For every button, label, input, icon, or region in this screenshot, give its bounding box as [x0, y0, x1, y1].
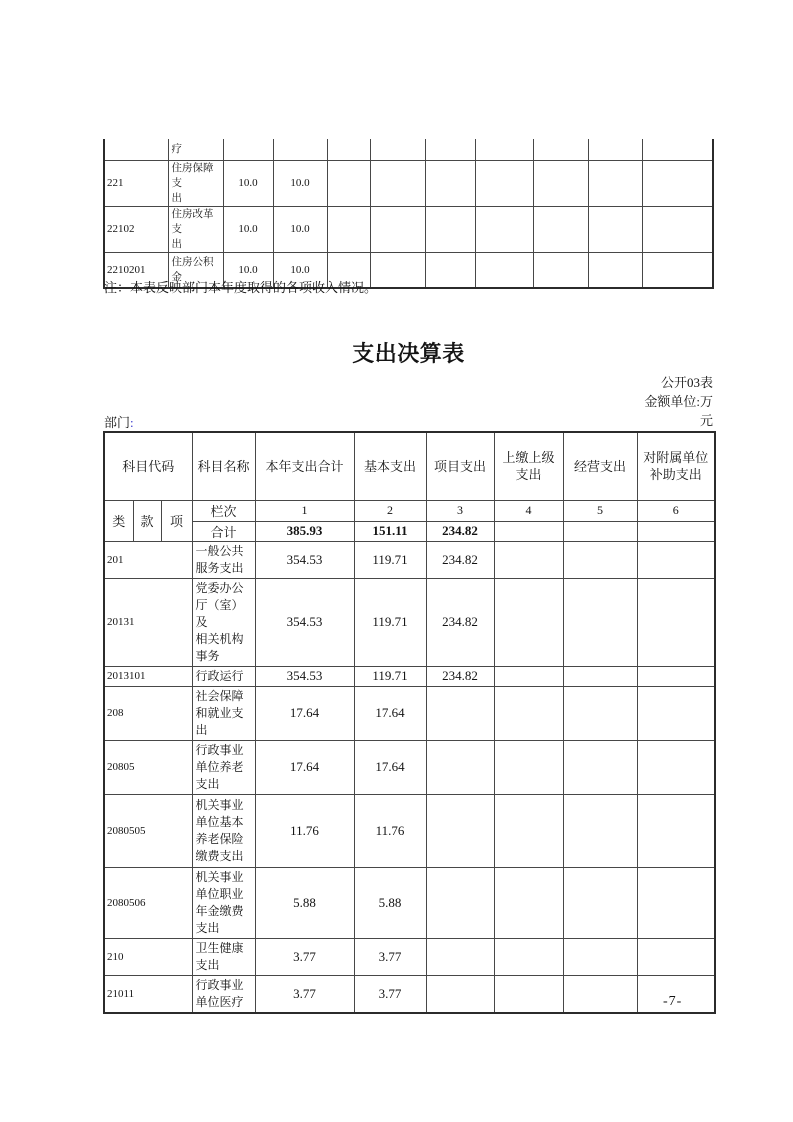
total-value: 385.93 — [255, 521, 354, 541]
subheader-xiang: 项 — [161, 500, 192, 541]
value-cell — [563, 686, 637, 740]
value-cell — [426, 975, 494, 1013]
value-cell — [637, 740, 715, 794]
subject-code-cell: 2080506 — [104, 867, 192, 938]
total-value — [494, 521, 563, 541]
column-index: 1 — [255, 500, 354, 521]
header-row — [104, 432, 715, 500]
column-index-row — [104, 500, 715, 521]
value-cell: 3.77 — [354, 975, 426, 1013]
total-value: 151.11 — [354, 521, 426, 541]
value-cell: 119.71 — [354, 578, 426, 666]
empty-cell — [425, 160, 475, 206]
value-cell — [563, 938, 637, 975]
empty-cell — [370, 252, 425, 288]
value-cell: 10.0 — [273, 160, 327, 206]
value-cell: 10.0 — [223, 160, 273, 206]
subject-name-cell: 住房改革支 出 — [168, 206, 223, 252]
value-cell — [494, 938, 563, 975]
table-row — [104, 541, 715, 578]
value-cell: 17.64 — [255, 740, 354, 794]
value-cell: 3.77 — [255, 975, 354, 1013]
value-cell: 354.53 — [255, 541, 354, 578]
income-table-note: 注：本表反映部门本年度取得的各项收入情况。 — [104, 280, 378, 295]
value-cell: 234.82 — [426, 666, 494, 686]
value-cell — [637, 938, 715, 975]
value-cell — [637, 578, 715, 666]
value-cell: 5.88 — [354, 867, 426, 938]
subject-name-cell: 行政事业 单位养老 支出 — [192, 740, 255, 794]
total-row — [104, 521, 715, 541]
column-index: 2 — [354, 500, 426, 521]
table-row — [104, 867, 715, 938]
empty-cell — [533, 160, 588, 206]
value-cell — [426, 686, 494, 740]
empty-cell — [533, 252, 588, 288]
value-cell — [426, 867, 494, 938]
value-cell: 17.64 — [354, 740, 426, 794]
value-cell — [563, 666, 637, 686]
subject-name-cell: 一般公共 服务支出 — [192, 541, 255, 578]
value-cell: 17.64 — [255, 686, 354, 740]
value-cell: 3.77 — [255, 938, 354, 975]
empty-cell — [533, 206, 588, 252]
empty-cell — [642, 252, 713, 288]
empty-cell — [327, 206, 370, 252]
subject-code-cell — [104, 139, 168, 160]
subject-code-cell: 2013101 — [104, 666, 192, 686]
total-label: 合计 — [192, 521, 255, 541]
expenditure-table — [103, 431, 716, 1014]
empty-cell — [327, 160, 370, 206]
empty-cell — [425, 206, 475, 252]
expenditure-table-body — [104, 541, 715, 1013]
subject-code-cell: 2210201 — [104, 252, 168, 288]
value-cell: 5.88 — [255, 867, 354, 938]
header-basic-expenditure: 基本支出 — [354, 432, 426, 500]
value-cell — [563, 867, 637, 938]
department-colon: : — [130, 415, 134, 430]
amount-unit-line2: 元 — [699, 413, 713, 428]
column-index: 6 — [637, 500, 715, 521]
header-total-expenditure: 本年支出合计 — [255, 432, 354, 500]
value-cell — [494, 740, 563, 794]
subject-name-cell: 卫生健康 支出 — [192, 938, 255, 975]
value-cell — [637, 666, 715, 686]
subject-name-cell: 住房公积 金 — [168, 252, 223, 288]
value-cell: 119.71 — [354, 541, 426, 578]
page-title: 支出决算表 — [352, 341, 465, 366]
value-cell — [563, 740, 637, 794]
table-row — [104, 578, 715, 666]
total-value — [637, 521, 715, 541]
value-cell: 11.76 — [255, 794, 354, 867]
subject-name-cell: 行政运行 — [192, 666, 255, 686]
subject-name-cell: 党委办公 厅（室）及 相关机构 事务 — [192, 578, 255, 666]
column-index: 4 — [494, 500, 563, 521]
income-table-body — [104, 139, 713, 288]
value-cell — [637, 794, 715, 867]
value-cell: 11.76 — [354, 794, 426, 867]
column-index: 3 — [426, 500, 494, 521]
value-cell: 10.0 — [273, 252, 327, 288]
value-cell — [426, 938, 494, 975]
page-number: -7- — [663, 994, 683, 1009]
table-row — [104, 206, 713, 252]
table-row — [104, 139, 713, 160]
value-cell: 3.77 — [354, 938, 426, 975]
header-project-expenditure: 项目支出 — [426, 432, 494, 500]
table-row — [104, 666, 715, 686]
value-cell — [494, 541, 563, 578]
value-cell — [637, 541, 715, 578]
empty-cell — [588, 160, 642, 206]
empty-cell — [425, 252, 475, 288]
column-index: 5 — [563, 500, 637, 521]
value-cell — [637, 867, 715, 938]
empty-cell — [475, 160, 533, 206]
value-cell — [494, 578, 563, 666]
subject-code-cell: 20131 — [104, 578, 192, 666]
value-cell — [563, 794, 637, 867]
table-row — [104, 686, 715, 740]
empty-cell — [642, 139, 713, 160]
value-cell — [637, 686, 715, 740]
empty-cell — [370, 206, 425, 252]
table-row — [104, 160, 713, 206]
value-cell: 234.82 — [426, 578, 494, 666]
amount-unit-line1: 金额单位:万 — [644, 394, 713, 409]
value-cell — [426, 794, 494, 867]
value-cell — [563, 975, 637, 1013]
value-cell — [494, 686, 563, 740]
value-cell: 10.0 — [223, 206, 273, 252]
value-cell: 119.71 — [354, 666, 426, 686]
header-upward-payment: 上缴上级 支出 — [494, 432, 563, 500]
table-row — [104, 938, 715, 975]
subject-code-cell: 208 — [104, 686, 192, 740]
subject-code-cell: 22102 — [104, 206, 168, 252]
header-subject-code: 科目代码 — [104, 432, 192, 500]
empty-cell — [642, 206, 713, 252]
subject-code-cell: 2080505 — [104, 794, 192, 867]
subject-name-cell: 机关事业 单位基本 养老保险 缴费支出 — [192, 794, 255, 867]
value-cell: 10.0 — [273, 206, 327, 252]
empty-cell — [475, 206, 533, 252]
department-label: 部门: — [104, 415, 134, 430]
subject-code-cell: 210 — [104, 938, 192, 975]
table-row — [104, 975, 715, 1013]
subject-code-cell: 21011 — [104, 975, 192, 1013]
total-value: 234.82 — [426, 521, 494, 541]
table-number: 公开03表 — [660, 375, 713, 390]
subheader-lei: 类 — [104, 500, 133, 541]
value-cell: 234.82 — [426, 541, 494, 578]
subject-name-cell: 疗 — [168, 139, 223, 160]
empty-cell — [475, 252, 533, 288]
subject-name-cell: 行政事业 单位医疗 — [192, 975, 255, 1013]
subheader-lanci: 栏次 — [192, 500, 255, 521]
empty-cell — [588, 252, 642, 288]
value-cell — [494, 794, 563, 867]
value-cell: 354.53 — [255, 578, 354, 666]
empty-cell — [588, 206, 642, 252]
empty-cell — [642, 160, 713, 206]
header-subject-name: 科目名称 — [192, 432, 255, 500]
table-meta — [644, 373, 713, 430]
header-operating-expenditure: 经营支出 — [563, 432, 637, 500]
subheader-kuan: 款 — [133, 500, 161, 541]
empty-cell — [370, 160, 425, 206]
value-cell — [494, 867, 563, 938]
empty-cell — [475, 139, 533, 160]
subject-name-cell: 机关事业 单位职业 年金缴费 支出 — [192, 867, 255, 938]
table-row — [104, 794, 715, 867]
empty-cell — [370, 139, 425, 160]
subject-code-cell: 201 — [104, 541, 192, 578]
empty-cell — [588, 139, 642, 160]
value-cell — [494, 975, 563, 1013]
subject-code-cell: 221 — [104, 160, 168, 206]
empty-cell — [425, 139, 475, 160]
empty-cell — [327, 139, 370, 160]
total-value — [563, 521, 637, 541]
value-cell: 354.53 — [255, 666, 354, 686]
value-cell — [563, 578, 637, 666]
subject-name-cell: 住房保障支 出 — [168, 160, 223, 206]
subject-code-cell: 20805 — [104, 740, 192, 794]
subject-name-cell: 社会保障 和就业支 出 — [192, 686, 255, 740]
value-cell — [494, 666, 563, 686]
table-row — [104, 740, 715, 794]
value-cell: 10.0 — [223, 252, 273, 288]
value-cell: 17.64 — [354, 686, 426, 740]
value-cell — [273, 139, 327, 160]
value-cell — [426, 740, 494, 794]
income-table — [103, 139, 714, 289]
value-cell — [223, 139, 273, 160]
empty-cell — [533, 139, 588, 160]
value-cell — [563, 541, 637, 578]
header-subsidy-affiliated: 对附属单位 补助支出 — [637, 432, 715, 500]
